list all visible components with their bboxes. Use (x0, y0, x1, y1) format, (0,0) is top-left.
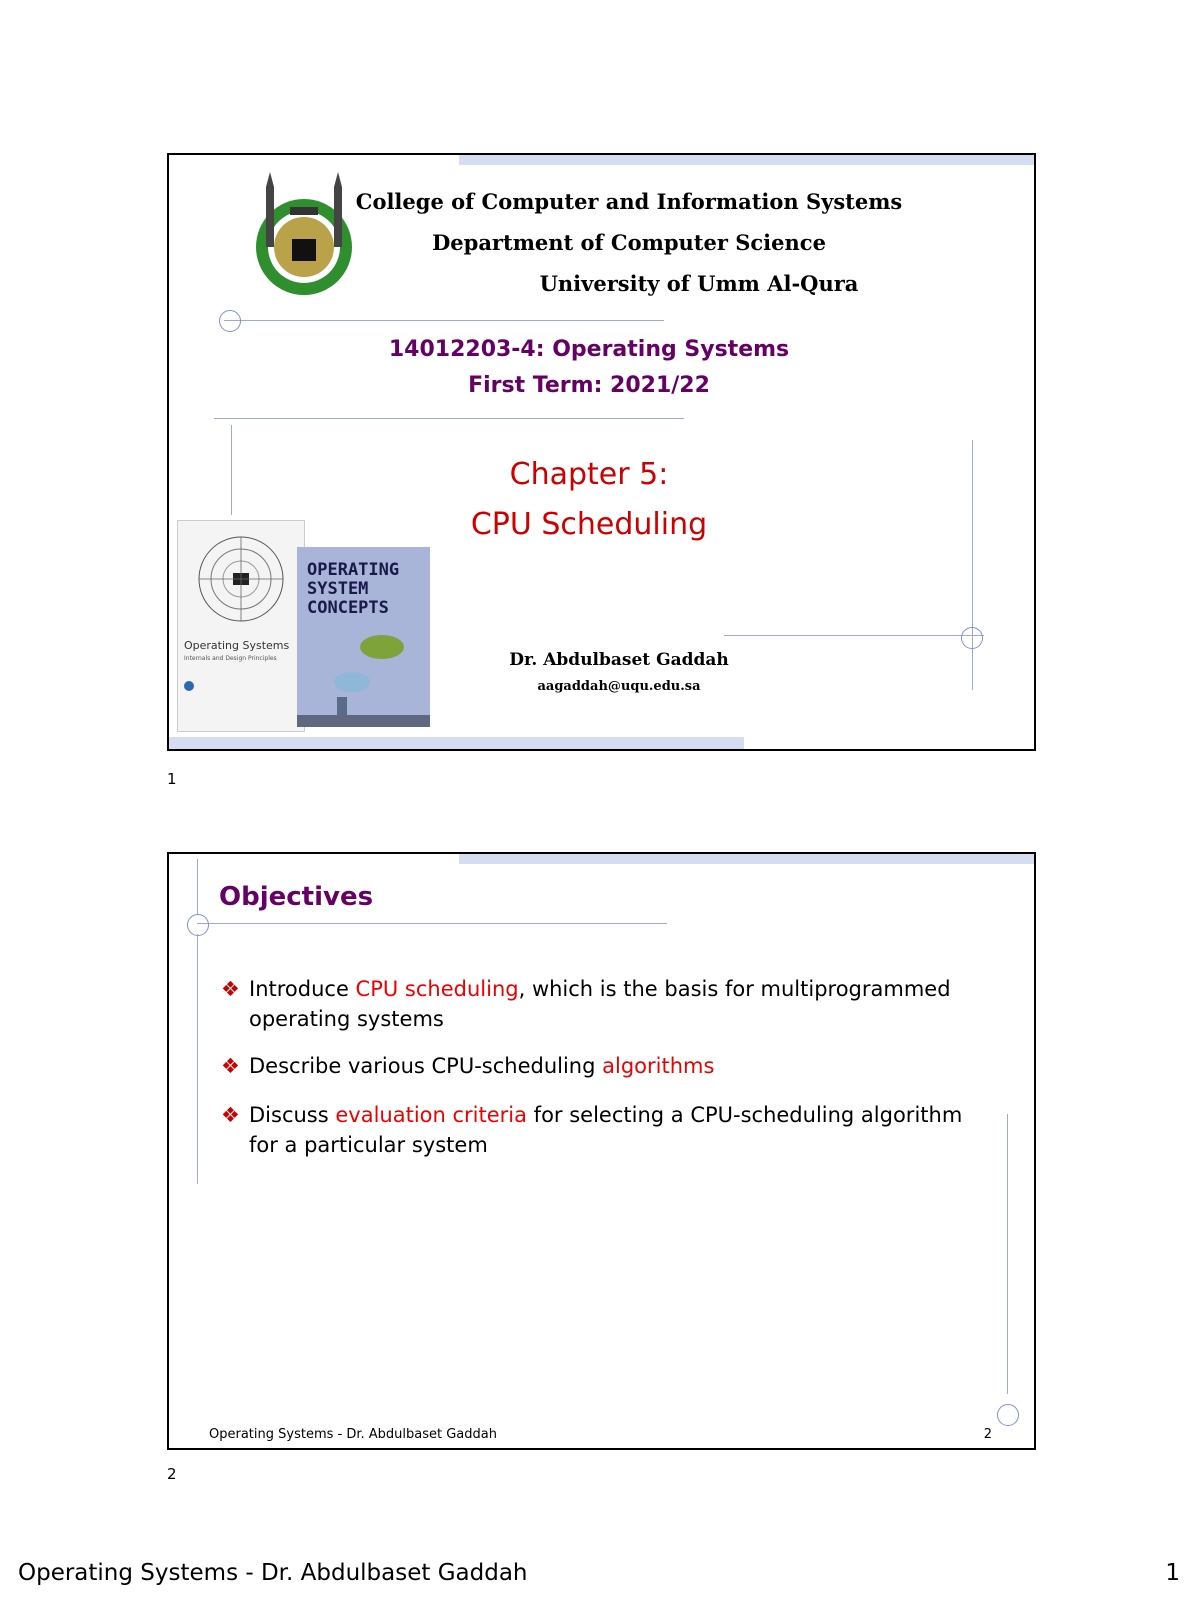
decor-bottom-bar (169, 737, 744, 749)
slide-1 (167, 153, 1036, 751)
college-name: College of Computer and Information Systems (355, 189, 903, 214)
chapter-topic: CPU Scheduling (470, 507, 708, 542)
decor-line (724, 635, 984, 636)
decor-line (214, 418, 684, 419)
slide-footer: Operating Systems - Dr. Abdulbaset Gaddah (209, 1427, 497, 1442)
publisher-icon (184, 681, 194, 691)
page-footer-number: 1 (1165, 1560, 1180, 1586)
diamond-bullet-icon: ❖ (221, 1103, 240, 1127)
dinosaur-illustration (297, 617, 430, 727)
term-label: First Term: 2021/22 (468, 373, 710, 398)
decor-top-bar (459, 854, 1034, 864)
decor-line (197, 923, 667, 924)
slide-2 (167, 852, 1036, 1450)
brain-circuit-icon (178, 521, 304, 641)
decor-line (972, 440, 973, 690)
bullet-item: ❖ Introduce CPU scheduling, which is the basis for multiprogrammed operating systems (221, 974, 981, 1034)
decor-line (224, 320, 664, 321)
slide-number-2: 2 (167, 1465, 177, 1483)
book-cover-2 (297, 547, 430, 727)
book1-title: Operating Systems (184, 639, 290, 652)
university-name: University of Umm Al-Qura (539, 271, 859, 296)
decor-ring-icon (219, 310, 241, 332)
book2-title: OPERATING SYSTEM CONCEPTS (307, 560, 400, 618)
book1-subtitle: Internals and Design Principles (184, 655, 277, 662)
department-name: Department of Computer Science (432, 230, 826, 255)
bullet-item: ❖ Discuss evaluation criteria for selecting a CPU-scheduling algorithm for a particular system (221, 1100, 981, 1160)
diamond-bullet-icon: ❖ (221, 977, 240, 1001)
decor-line (1007, 1114, 1008, 1394)
decor-top-bar (459, 155, 1034, 165)
diamond-bullet-icon: ❖ (221, 1054, 240, 1078)
author-email: aagaddah@uqu.edu.sa (537, 679, 701, 694)
decor-line (197, 934, 198, 1184)
decor-line (231, 425, 232, 515)
decor-ring-icon (187, 914, 209, 936)
bullet-item: ❖ Describe various CPU-scheduling algorithms (221, 1051, 981, 1081)
slide-number-1: 1 (167, 770, 177, 788)
slide-page-number: 2 (983, 1427, 992, 1442)
chapter-label: Chapter 5: (509, 457, 669, 492)
book-cover-1 (177, 520, 305, 732)
author-name: Dr. Abdulbaset Gaddah (509, 650, 729, 670)
slide-title: Objectives (219, 882, 374, 912)
course-title: 14012203-4: Operating Systems (388, 337, 790, 362)
decor-ring-icon (997, 1404, 1019, 1426)
decor-ring-icon (961, 627, 983, 649)
page-footer-text: Operating Systems - Dr. Abdulbaset Gaddah (18, 1560, 528, 1586)
decor-line (197, 859, 198, 914)
